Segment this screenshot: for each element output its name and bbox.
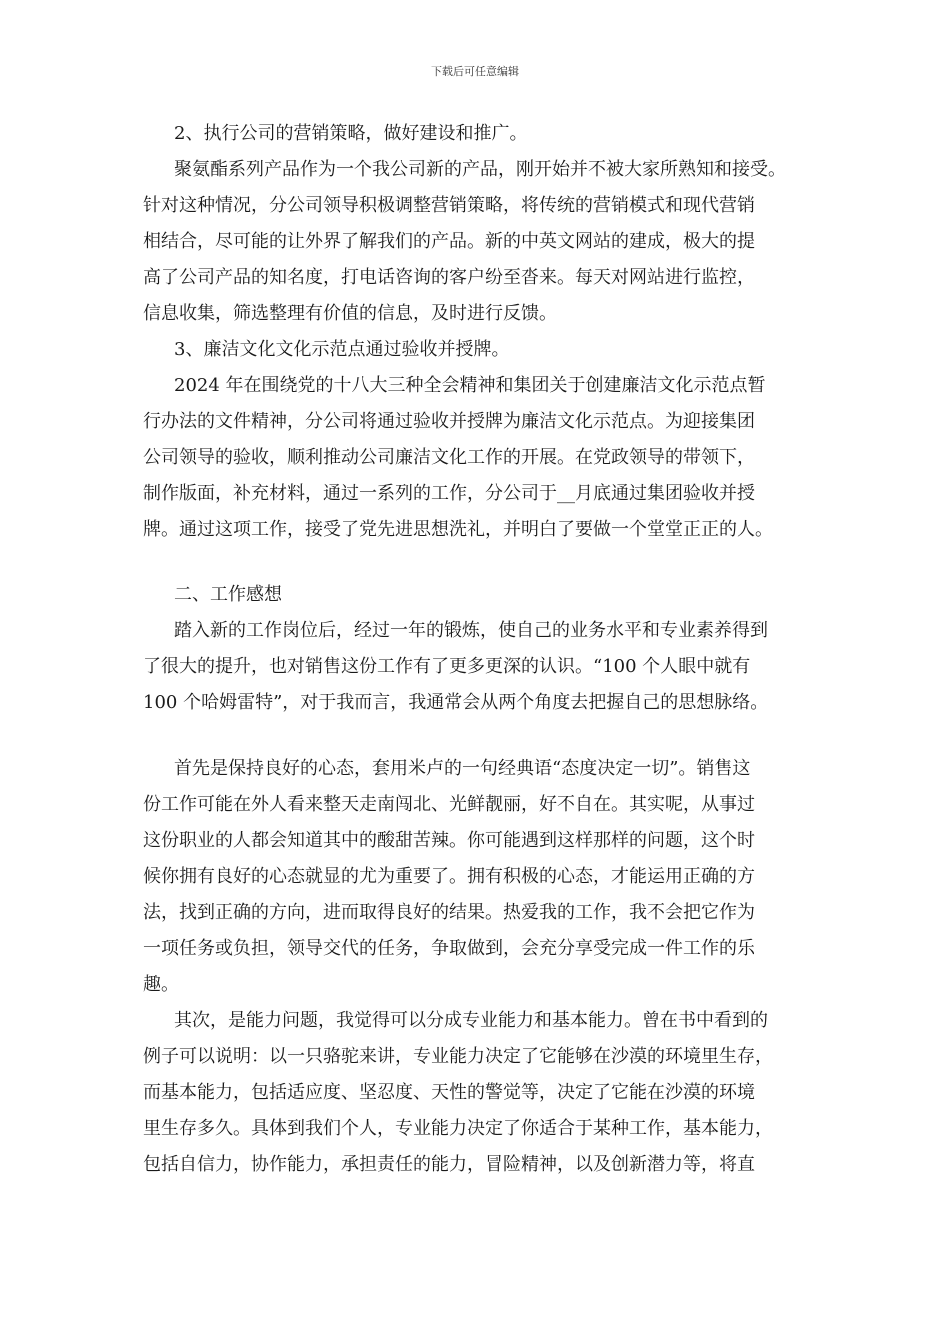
section-2-line-3: 相结合，尽可能的让外界了解我们的产品。新的中英文网站的建成，极大的提 [143, 231, 755, 252]
work-thoughts-line-3: 100 个哈姆雷特”，对于我而言，我通常会从两个角度去把握自己的思想脉络。 [143, 692, 769, 713]
attitude-line-4: 候你拥有良好的心态就显的尤为重要了。拥有积极的心态，才能运用正确的方 [143, 866, 755, 887]
section-3-line-5: 牌。通过这项工作，接受了党先进思想洗礼，并明白了要做一个堂堂正正的人。 [143, 519, 773, 540]
section-3-line-3: 公司领导的验收，顺利推动公司廉洁文化工作的开展。在党政领导的带领下， [143, 447, 755, 468]
ability-line-4: 里生存多久。具体到我们个人，专业能力决定了你适合于某种工作，基本能力， [143, 1118, 773, 1139]
attitude-line-6: 一项任务或负担，领导交代的任务，争取做到，会充分享受完成一件工作的乐 [143, 938, 755, 959]
section-2-line-2: 针对这种情况，分公司领导积极调整营销策略，将传统的营销模式和现代营销 [143, 195, 755, 216]
paragraph-spacer [143, 548, 823, 577]
document-body [143, 116, 823, 1183]
section-3-heading: 3、廉洁文化文化示范点通过验收并授牌。 [174, 339, 510, 360]
attitude-line-3: 这份职业的人都会知道其中的酸甜苦辣。你可能遇到这样那样的问题，这个时 [143, 830, 755, 851]
ability-line-2: 例子可以说明：以一只骆驼来讲，专业能力决定了它能够在沙漠的环境里生存， [143, 1046, 773, 1067]
section-3-line-4: 制作版面，补充材料，通过一系列的工作，分公司于__月底通过集团验收并授 [143, 483, 755, 504]
work-thoughts-line-1: 踏入新的工作岗位后，经过一年的锻炼，使自己的业务水平和专业素养得到 [174, 620, 768, 641]
ability-line-5: 包括自信力，协作能力，承担责任的能力，冒险精神，以及创新潜力等，将直 [143, 1154, 755, 1175]
section-3-line-1: 2024 年在围绕党的十八大三种全会精神和集团关于创建廉洁文化示范点暂 [174, 375, 766, 396]
work-thoughts-heading: 二、工作感想 [174, 584, 282, 605]
section-2-line-5: 信息收集，筛选整理有价值的信息，及时进行反馈。 [143, 303, 557, 324]
paragraph-spacer [143, 721, 823, 751]
page-header: 下载后可任意编辑 [431, 65, 519, 78]
section-2-line-4: 高了公司产品的知名度，打电话咨询的客户纷至沓来。每天对网站进行监控， [143, 267, 755, 288]
ability-line-3: 而基本能力，包括适应度、坚忍度、天性的警觉等，决定了它能在沙漠的环境 [143, 1082, 755, 1103]
section-2-heading: 2、执行公司的营销策略，做好建设和推广。 [174, 123, 528, 144]
section-3-line-2: 行办法的文件精神，分公司将通过验收并授牌为廉洁文化示范点。为迎接集团 [143, 411, 755, 432]
ability-line-1: 其次，是能力问题，我觉得可以分成专业能力和基本能力。曾在书中看到的 [174, 1010, 768, 1031]
attitude-line-5: 法，找到正确的方向，进而取得良好的结果。热爱我的工作，我不会把它作为 [143, 902, 755, 923]
section-2-line-1: 聚氨酯系列产品作为一个我公司新的产品，刚开始并不被大家所熟知和接受。 [174, 159, 786, 180]
attitude-line-2: 份工作可能在外人看来整天走南闯北、光鲜靓丽，好不自在。其实呢，从事过 [143, 794, 755, 815]
attitude-line-7: 趣。 [143, 974, 179, 995]
work-thoughts-line-2: 了很大的提升，也对销售这份工作有了更多更深的认识。“100 个人眼中就有 [143, 656, 751, 677]
attitude-line-1: 首先是保持良好的心态，套用米卢的一句经典语“态度决定一切”。销售这 [174, 758, 751, 779]
